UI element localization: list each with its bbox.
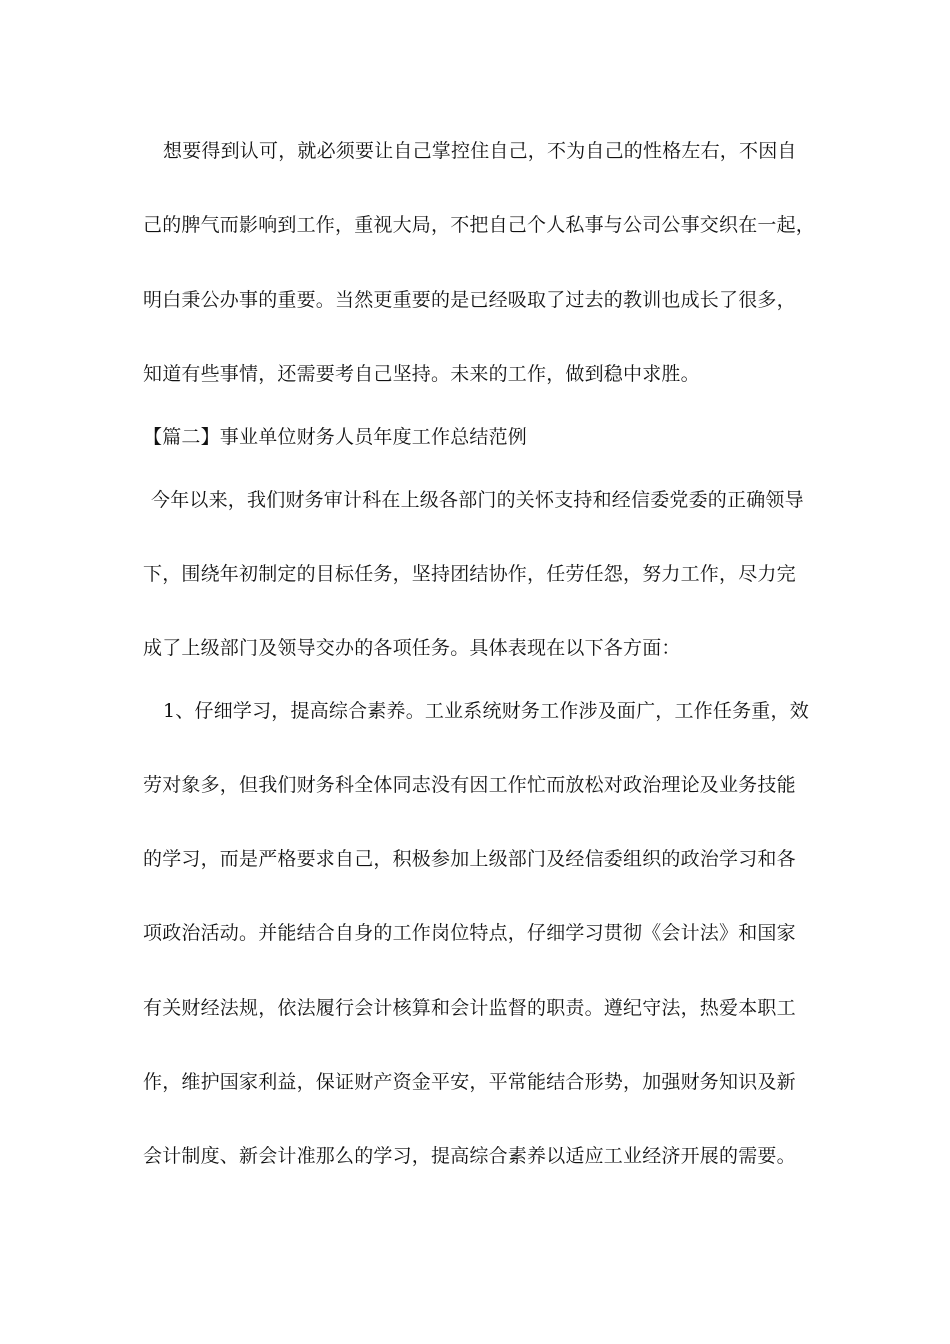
paragraph-2-line-2: 下，围绕年初制定的目标任务，坚持团结协作，任劳任怨，努力工作，尽力完 xyxy=(143,563,796,585)
paragraph-3-line-1 xyxy=(163,698,843,724)
list-number: 1 xyxy=(163,700,176,722)
paragraph-1-line-2: 己的脾气而影响到工作，重视大局，不把自己个人私事与公司公事交织在一起， xyxy=(143,214,816,236)
paragraph-1-line-3: 明白秉公办事的重要。当然更重要的是已经吸取了过去的教训也成长了很多， xyxy=(143,289,796,311)
paragraph-3-line-7: 会计制度、新会计准那么的学习，提高综合素养以适应工业经济开展的需要。 xyxy=(143,1145,796,1167)
paragraph-1-line-4: 知道有些事情，还需要考自己坚持。未来的工作，做到稳中求胜。 xyxy=(143,363,700,385)
paragraph-3-line-3: 的学习，而是严格要求自己，积极参加上级部门及经信委组织的政治学习和各 xyxy=(143,848,796,870)
paragraph-1-line-1: 想要得到认可，就必须要让自己掌控住自己，不为自己的性格左右，不因自 xyxy=(163,140,797,162)
paragraph-3-line-1-text: 、仔细学习，提高综合素养。工业系统财务工作涉及面广，工作任务重，效 xyxy=(175,700,809,722)
section-heading: 【篇二】事业单位财务人员年度工作总结范例 xyxy=(143,426,528,448)
paragraph-3-line-4: 项政治活动。并能结合自身的工作岗位特点，仔细学习贯彻《会计法》和国家 xyxy=(143,922,796,944)
paragraph-2-line-1: 今年以来，我们财务审计科在上级各部门的关怀支持和经信委党委的正确领导 xyxy=(151,489,804,511)
paragraph-2-line-3: 成了上级部门及领导交办的各项任务。具体表现在以下各方面： xyxy=(143,637,681,659)
paragraph-3-line-6: 作，维护国家利益，保证财产资金平安，平常能结合形势，加强财务知识及新 xyxy=(143,1071,796,1093)
paragraph-3-line-5: 有关财经法规，依法履行会计核算和会计监督的职责。遵纪守法，热爱本职工 xyxy=(143,997,796,1019)
paragraph-3-line-2: 劳对象多，但我们财务科全体同志没有因工作忙而放松对政治理论及业务技能 xyxy=(143,774,796,796)
